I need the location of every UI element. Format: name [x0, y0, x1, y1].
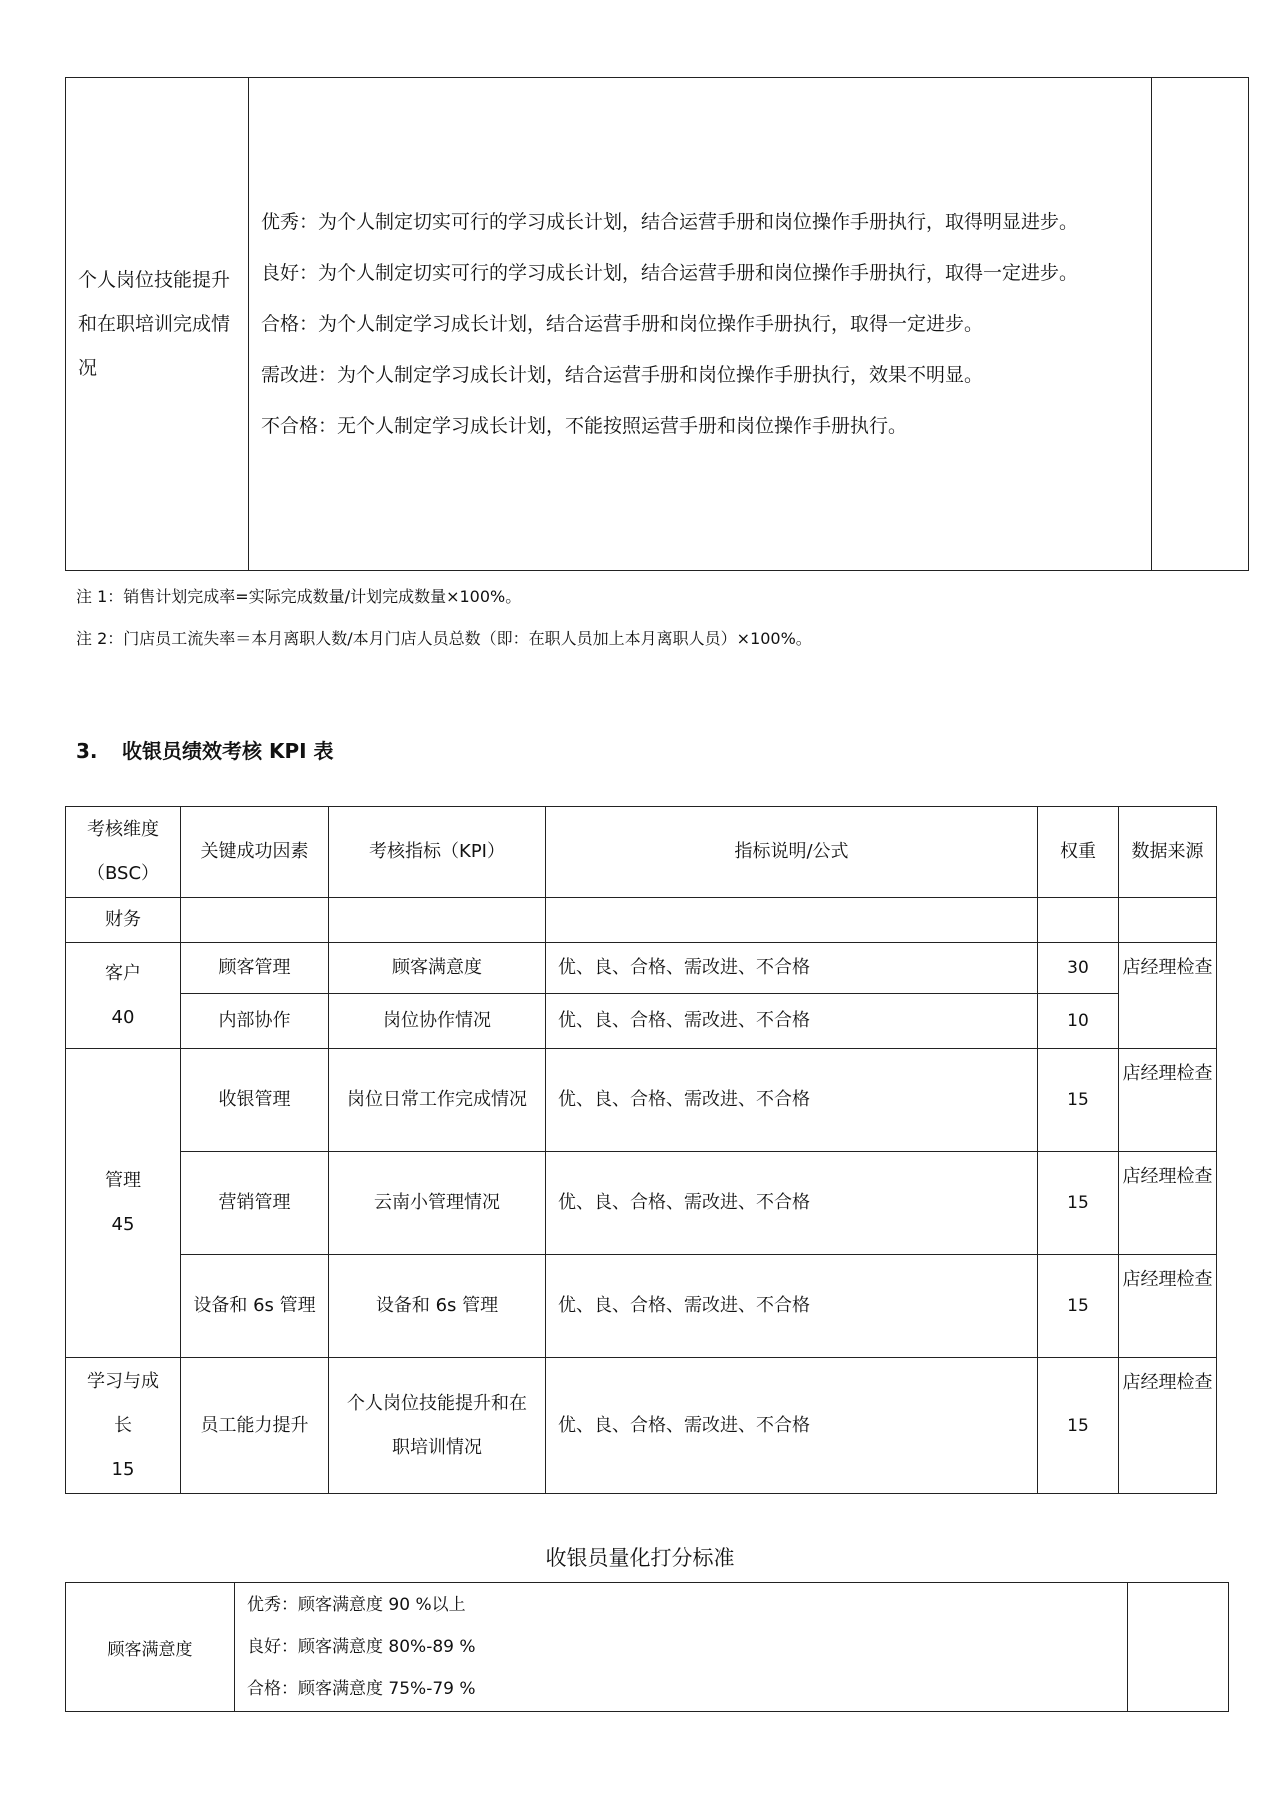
table-row: [66, 898, 1217, 943]
factor-cell: 营销管理: [181, 1152, 329, 1255]
factor-cell: 顾客管理: [181, 943, 329, 994]
source-cell: 店经理检查: [1119, 1358, 1217, 1494]
source-cell: 店经理检查: [1119, 943, 1217, 1049]
dimension-score: 40: [111, 1006, 135, 1028]
kpi-header-row: [66, 807, 1217, 898]
weight-cell: 15: [1038, 1358, 1119, 1494]
factor-cell: 收银管理: [181, 1049, 329, 1152]
dimension-name: 管理: [105, 1170, 141, 1191]
empty-cell: [1119, 898, 1217, 943]
desc-cell: 优、良、合格、需改进、不合格: [546, 1049, 1038, 1152]
dimension-name: 学习与成长: [87, 1370, 159, 1436]
level-good: 良好：为个人制定切实可行的学习成长计划，结合运营手册和岗位操作手册执行，取得一定进步。: [261, 261, 1079, 284]
dimension-learning: [66, 1358, 181, 1494]
empty-cell: [1128, 1583, 1229, 1712]
weight-cell: 15: [1038, 1049, 1119, 1152]
weight-cell: 15: [1038, 1152, 1119, 1255]
header-weight: 权重: [1038, 807, 1119, 898]
table-row: [66, 1358, 1217, 1494]
dimension-score: 45: [111, 1214, 135, 1235]
table-row: [66, 1583, 1229, 1712]
empty-cell: [329, 898, 546, 943]
table-row: [66, 1255, 1217, 1358]
header-factor: 关键成功因素: [181, 807, 329, 898]
kpi-cell: 岗位日常工作完成情况: [329, 1049, 546, 1152]
scoring-good: 良好：顾客满意度 80%-89 %: [247, 1637, 476, 1657]
kpi-cell: 个人岗位技能提升和在职培训情况: [329, 1358, 546, 1494]
section-title-text: 收银员绩效考核 KPI 表: [122, 739, 334, 763]
source-cell: 店经理检查: [1119, 1152, 1217, 1255]
weight-cell: 15: [1038, 1255, 1119, 1358]
criteria-levels-cell: [249, 78, 1152, 571]
table-row: [66, 1152, 1217, 1255]
section-heading: [76, 735, 334, 764]
empty-cell: [1152, 78, 1249, 571]
scoring-excellent: 优秀：顾客满意度 90 %以上: [247, 1595, 466, 1615]
source-cell: 店经理检查: [1119, 1049, 1217, 1152]
empty-cell: [1038, 898, 1119, 943]
scoring-name: 顾客满意度: [66, 1583, 235, 1712]
dimension-name: 客户: [105, 962, 141, 984]
note-2: 注 2：门店员工流失率＝本月离职人数/本月门店人员总数（即：在职人员加上本月离职人员）×100%。: [76, 629, 812, 648]
level-improve: 需改进：为个人制定学习成长计划，结合运营手册和岗位操作手册执行，效果不明显。: [261, 363, 984, 386]
scoring-pass: 合格：顾客满意度 75%-79 %: [247, 1679, 476, 1699]
desc-cell: 优、良、合格、需改进、不合格: [546, 1358, 1038, 1494]
weight-cell: 30: [1038, 943, 1119, 994]
dimension-management: [66, 1049, 181, 1358]
dimension-customer: [66, 943, 181, 1049]
level-fail: 不合格：无个人制定学习成长计划，不能按照运营手册和岗位操作手册执行。: [261, 414, 908, 437]
table-row: [66, 78, 1249, 571]
scoring-lines-cell: [235, 1583, 1128, 1712]
empty-cell: [181, 898, 329, 943]
table-row: [66, 1049, 1217, 1152]
desc-cell: 优、良、合格、需改进、不合格: [546, 1152, 1038, 1255]
dimension-finance: 财务: [66, 898, 181, 943]
factor-cell: 内部协作: [181, 994, 329, 1049]
note-1: 注 1：销售计划完成率=实际完成数量/计划完成数量×100%。: [76, 587, 522, 606]
level-excellent: 优秀：为个人制定切实可行的学习成长计划，结合运营手册和岗位操作手册执行，取得明显进步。: [261, 210, 1079, 233]
scoring-table: [65, 1582, 1229, 1712]
source-cell: 店经理检查: [1119, 1255, 1217, 1358]
kpi-cell: 云南小管理情况: [329, 1152, 546, 1255]
scoring-title: 收银员量化打分标准: [545, 1546, 735, 1570]
header-desc: 指标说明/公式: [546, 807, 1038, 898]
kpi-cell: 顾客满意度: [329, 943, 546, 994]
factor-cell: 员工能力提升: [181, 1358, 329, 1494]
kpi-cell: 设备和 6s 管理: [329, 1255, 546, 1358]
desc-cell: 优、良、合格、需改进、不合格: [546, 994, 1038, 1049]
training-criteria-table: [65, 77, 1249, 571]
table-row: [66, 943, 1217, 994]
criteria-label: 个人岗位技能提升和在职培训完成情况: [78, 269, 231, 379]
header-kpi: 考核指标（KPI）: [329, 807, 546, 898]
dimension-score: 15: [111, 1458, 135, 1480]
header-source: 数据来源: [1119, 807, 1217, 898]
criteria-label-cell: [66, 78, 249, 571]
kpi-cell: 岗位协作情况: [329, 994, 546, 1049]
header-dimension: 考核维度（BSC）: [66, 807, 181, 898]
section-number: 3.: [76, 739, 98, 763]
weight-cell: 10: [1038, 994, 1119, 1049]
kpi-table: [65, 806, 1217, 1494]
factor-cell: 设备和 6s 管理: [181, 1255, 329, 1358]
desc-cell: 优、良、合格、需改进、不合格: [546, 1255, 1038, 1358]
desc-cell: 优、良、合格、需改进、不合格: [546, 943, 1038, 994]
empty-cell: [546, 898, 1038, 943]
table-row: [66, 994, 1217, 1049]
level-pass: 合格：为个人制定学习成长计划，结合运营手册和岗位操作手册执行，取得一定进步。: [261, 312, 984, 335]
